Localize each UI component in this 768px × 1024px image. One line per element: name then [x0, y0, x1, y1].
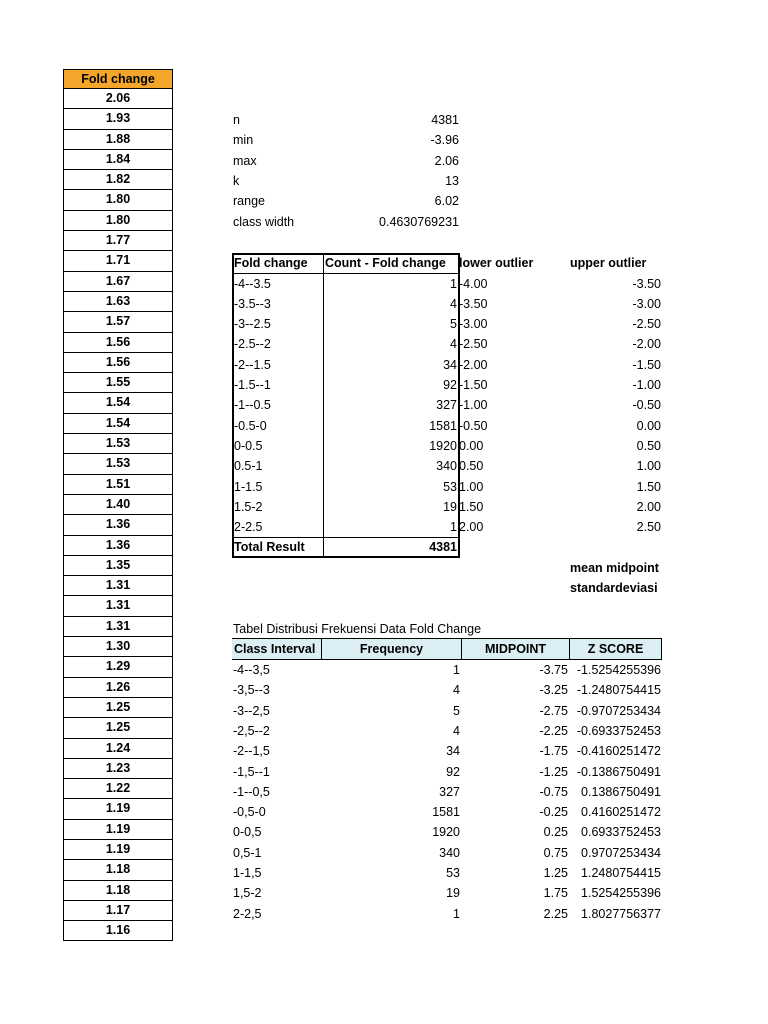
fold-change-cell[interactable]: 1.54	[63, 414, 173, 434]
frequency-cell[interactable]: 53	[446, 866, 460, 880]
pivot-range[interactable]: 1.5-2	[234, 499, 263, 514]
frequency-cell[interactable]: 340	[439, 845, 460, 860]
midpoint-cell[interactable]: -3.75	[539, 663, 568, 677]
freq-table-row	[232, 822, 662, 842]
header-midpoint[interactable]: MIDPOINT	[462, 639, 570, 659]
fold-change-cell[interactable]: 1.25	[63, 698, 173, 718]
class-interval-cell[interactable]: 1,5-2	[233, 886, 262, 901]
lower-outlier-cell[interactable]: 1.00	[459, 479, 484, 494]
fold-change-cell[interactable]: 1.80	[63, 211, 173, 231]
freq-table-title: Tabel Distribusi Frekuensi Data Fold Change	[233, 622, 482, 636]
midpoint-cell[interactable]: 2.25	[543, 906, 568, 921]
frequency-cell[interactable]: 1	[453, 906, 460, 921]
fold-change-cell[interactable]: 1.18	[63, 881, 173, 901]
freq-table-row	[232, 883, 662, 903]
stat-value[interactable]: 4381	[431, 113, 459, 127]
stat-value[interactable]: 6.02	[434, 194, 459, 209]
frequency-cell[interactable]: 1920	[432, 825, 460, 840]
fold-change-cell[interactable]: 1.31	[63, 596, 173, 616]
midpoint-cell[interactable]: -2.75	[539, 703, 568, 718]
midpoint-cell[interactable]: 1.25	[543, 866, 568, 880]
class-interval-cell[interactable]: 0,5-1	[233, 845, 262, 860]
upper-outlier-cell[interactable]: -3.00	[632, 296, 661, 311]
upper-outlier-cell[interactable]: -0.50	[632, 398, 661, 413]
fold-change-column	[63, 69, 173, 941]
freq-table-row	[232, 741, 662, 761]
pivot-row	[234, 395, 459, 415]
frequency-cell[interactable]: 4	[453, 683, 460, 698]
pivot-row	[234, 355, 459, 375]
midpoint-cell[interactable]: -2.25	[539, 723, 568, 738]
freq-table-row	[232, 782, 662, 802]
fold-change-cell[interactable]: 1.84	[63, 150, 173, 170]
fold-change-cell[interactable]: 1.56	[63, 333, 173, 353]
z-score-cell[interactable]: 0.4160251472	[581, 805, 661, 820]
lower-outlier-header[interactable]: lower outlier	[459, 256, 534, 270]
pivot-row	[234, 517, 459, 537]
pivot-range[interactable]: -0.5-0	[234, 418, 267, 433]
lower-outlier-cell[interactable]: 1.50	[459, 499, 484, 514]
freq-table-row	[232, 680, 662, 700]
fold-change-cell[interactable]: 1.56	[63, 353, 173, 373]
fold-change-cell[interactable]: 1.19	[63, 799, 173, 819]
z-score-cell[interactable]: 1.8027756377	[581, 906, 661, 921]
lower-outlier-cell[interactable]: -2.50	[459, 337, 488, 352]
pivot-range[interactable]: 0.5-1	[234, 459, 263, 474]
pivot-count[interactable]: 327	[436, 398, 457, 413]
pivot-row	[234, 274, 459, 294]
z-score-cell[interactable]: 0.9707253434	[581, 845, 661, 860]
class-interval-cell[interactable]: -3--2,5	[233, 703, 270, 718]
upper-outlier-header[interactable]: upper outlier	[570, 256, 647, 270]
stat-row	[233, 171, 459, 191]
pivot-range[interactable]: -1.5--1	[234, 378, 271, 392]
pivot-row	[234, 314, 459, 334]
pivot-row	[234, 334, 459, 354]
upper-outlier-cell[interactable]: -2.50	[632, 317, 661, 332]
upper-outlier-cell[interactable]: -3.50	[632, 276, 661, 291]
stat-label[interactable]: max	[233, 153, 257, 168]
fold-change-cell[interactable]: 1.57	[63, 312, 173, 332]
stat-value[interactable]: 13	[445, 173, 459, 188]
freq-table-row	[232, 843, 662, 863]
pivot-row	[234, 416, 459, 436]
stat-value[interactable]: -3.96	[430, 133, 459, 148]
class-interval-cell[interactable]: -3,5--3	[233, 683, 270, 698]
lower-outlier-cell[interactable]: -3.00	[459, 317, 488, 332]
standard-deviation-label[interactable]: standardeviasi	[570, 581, 658, 595]
stat-row	[233, 212, 459, 232]
freq-table-row	[232, 721, 662, 741]
pivot-count[interactable]: 1	[450, 520, 457, 535]
fold-change-cell[interactable]: 1.36	[63, 536, 173, 556]
pivot-header-fold-change[interactable]: Fold change	[234, 256, 308, 270]
upper-outlier-cell[interactable]: 1.50	[636, 479, 661, 494]
lower-outlier-cell[interactable]: -4.00	[459, 276, 488, 291]
pivot-count[interactable]: 4	[450, 296, 457, 311]
pivot-header-row	[234, 253, 459, 273]
freq-table-row	[232, 802, 662, 822]
fold-change-cell[interactable]: 1.67	[63, 272, 173, 292]
lower-outlier-cell[interactable]: -1.00	[459, 398, 488, 413]
fold-change-cell[interactable]: 1.82	[63, 170, 173, 190]
lower-outlier-cell[interactable]: -1.50	[459, 378, 488, 392]
stat-label[interactable]: min	[233, 133, 254, 148]
fold-change-cell[interactable]: 1.29	[63, 657, 173, 677]
pivot-range[interactable]: -1--0.5	[234, 398, 271, 413]
fold-change-cell[interactable]: 1.36	[63, 515, 173, 535]
pivot-count[interactable]: 53	[443, 479, 457, 494]
frequency-cell[interactable]: 34	[446, 744, 460, 759]
pivot-range[interactable]: -3--2.5	[234, 317, 271, 332]
freq-table-row	[232, 701, 662, 721]
pivot-range[interactable]: 1-1.5	[234, 479, 263, 494]
pivot-count[interactable]: 34	[443, 357, 457, 372]
stat-label[interactable]: k	[233, 173, 240, 188]
fold-change-cell[interactable]: 1.24	[63, 739, 173, 759]
frequency-cell[interactable]: 327	[439, 784, 460, 799]
fold-change-cell[interactable]: 1.19	[63, 840, 173, 860]
fold-change-cell[interactable]: 1.55	[63, 373, 173, 393]
fold-change-cell[interactable]: 1.51	[63, 475, 173, 495]
z-score-cell[interactable]: -0.4160251472	[576, 744, 661, 759]
upper-outlier-cell[interactable]: 2.00	[636, 499, 661, 514]
frequency-cell[interactable]: 92	[446, 764, 460, 779]
class-interval-cell[interactable]: -2,5--2	[233, 723, 270, 738]
stat-row	[233, 110, 459, 130]
frequency-cell[interactable]: 19	[446, 886, 460, 901]
pivot-count[interactable]: 5	[450, 317, 457, 332]
midpoint-cell[interactable]: -1.75	[539, 744, 568, 759]
pivot-total-label[interactable]: Total Result	[234, 540, 305, 554]
fold-change-cell[interactable]: 1.80	[63, 190, 173, 210]
lower-outlier-cell[interactable]: -2.00	[459, 357, 488, 372]
pivot-header-count[interactable]: Count - Fold change	[325, 256, 446, 270]
fold-change-cell[interactable]: 1.16	[63, 921, 173, 941]
pivot-total-value[interactable]: 4381	[429, 540, 457, 554]
pivot-count[interactable]: 1581	[429, 418, 457, 433]
pivot-row	[234, 456, 459, 476]
fold-change-cell[interactable]: 1.23	[63, 759, 173, 779]
pivot-range[interactable]: 2-2.5	[234, 520, 263, 535]
upper-outlier-cell[interactable]: -1.00	[632, 378, 661, 392]
midpoint-cell[interactable]: 0.75	[543, 845, 568, 860]
fold-change-cell[interactable]: 1.35	[63, 556, 173, 576]
upper-outlier-cell[interactable]: 1.00	[636, 459, 661, 474]
stat-value[interactable]: 2.06	[434, 153, 459, 168]
z-score-cell[interactable]: 1.5254255396	[581, 886, 661, 901]
midpoint-cell[interactable]: 1.75	[543, 886, 568, 901]
pivot-count[interactable]: 340	[436, 459, 457, 474]
z-score-cell[interactable]: 0.1386750491	[581, 784, 661, 799]
header-class-interval[interactable]: Class Interval	[232, 639, 322, 659]
pivot-range[interactable]: -2.5--2	[234, 337, 271, 352]
upper-outlier-cell[interactable]: 0.50	[636, 438, 661, 453]
midpoint-cell[interactable]: -3.25	[539, 683, 568, 698]
pivot-total-row	[234, 537, 459, 557]
pivot-row	[234, 294, 459, 314]
freq-table-row	[232, 660, 662, 680]
freq-table-row	[232, 863, 662, 883]
lower-outlier-cell[interactable]: -0.50	[459, 418, 488, 433]
pivot-range[interactable]: -2--1.5	[234, 357, 271, 372]
pivot-count[interactable]: 92	[443, 378, 457, 392]
fold-change-cell[interactable]: 1.54	[63, 393, 173, 413]
header-frequency[interactable]: Frequency	[322, 639, 462, 659]
stat-row	[233, 130, 459, 150]
pivot-row	[234, 497, 459, 517]
z-score-cell[interactable]: -0.1386750491	[576, 764, 661, 779]
fold-change-cell[interactable]: 1.88	[63, 130, 173, 150]
fold-change-header[interactable]: Fold change	[63, 69, 173, 89]
pivot-range[interactable]: -3.5--3	[234, 296, 271, 311]
fold-change-cell[interactable]: 1.26	[63, 678, 173, 698]
fold-change-cell[interactable]: 2.06	[63, 89, 173, 109]
freq-table-row	[232, 904, 662, 924]
frequency-cell[interactable]: 5	[453, 703, 460, 718]
fold-change-cell[interactable]: 1.25	[63, 718, 173, 738]
midpoint-cell[interactable]: -1.25	[539, 764, 568, 779]
pivot-count[interactable]: 19	[443, 499, 457, 514]
upper-outlier-cell[interactable]: -2.00	[632, 337, 661, 352]
fold-change-cell[interactable]: 1.40	[63, 495, 173, 515]
frequency-cell[interactable]: 1581	[432, 805, 460, 820]
stat-label[interactable]: range	[233, 194, 265, 209]
class-interval-cell[interactable]: 2-2,5	[233, 906, 262, 921]
stat-value[interactable]: 0.4630769231	[379, 214, 459, 229]
fold-change-cell[interactable]: 1.30	[63, 637, 173, 657]
fold-change-cell[interactable]: 1.63	[63, 292, 173, 312]
fold-change-cell[interactable]: 1.53	[63, 454, 173, 474]
fold-change-cell[interactable]: 1.17	[63, 901, 173, 921]
z-score-cell[interactable]: 0.6933752453	[581, 825, 661, 840]
fold-change-cell[interactable]: 1.93	[63, 109, 173, 129]
fold-change-cell[interactable]: 1.19	[63, 820, 173, 840]
pivot-count[interactable]: 1920	[429, 438, 457, 453]
z-score-cell[interactable]: -0.9707253434	[576, 703, 661, 718]
pivot-count[interactable]: 1	[450, 276, 457, 291]
fold-change-cell[interactable]: 1.22	[63, 779, 173, 799]
z-score-cell[interactable]: -0.6933752453	[576, 723, 661, 738]
z-score-cell[interactable]: 1.2480754415	[581, 866, 661, 880]
class-interval-cell[interactable]: -4--3,5	[233, 663, 270, 677]
mean-midpoint-label[interactable]: mean midpoint	[570, 561, 659, 575]
z-score-cell[interactable]: -1.2480754415	[576, 683, 661, 698]
stat-row	[233, 151, 459, 171]
pivot-row	[234, 436, 459, 456]
midpoint-cell[interactable]: 0.25	[543, 825, 568, 840]
upper-outlier-cell[interactable]: 2.50	[636, 520, 661, 535]
fold-change-cell[interactable]: 1.71	[63, 251, 173, 271]
midpoint-cell[interactable]: -0.75	[539, 784, 568, 799]
lower-outlier-cell[interactable]: 0.50	[459, 459, 484, 474]
stat-label[interactable]: n	[233, 113, 240, 127]
fold-change-cell[interactable]: 1.31	[63, 617, 173, 637]
z-score-cell[interactable]: -1.5254255396	[576, 663, 661, 677]
pivot-count[interactable]: 4	[450, 337, 457, 352]
freq-table-header	[232, 638, 662, 660]
frequency-cell[interactable]: 1	[453, 663, 460, 677]
class-interval-cell[interactable]: 1-1,5	[233, 866, 262, 880]
lower-outlier-cell[interactable]: -3.50	[459, 296, 488, 311]
fold-change-cell[interactable]: 1.53	[63, 434, 173, 454]
upper-outlier-cell[interactable]: 0.00	[636, 418, 661, 433]
class-interval-cell[interactable]: -2--1,5	[233, 744, 270, 759]
class-interval-cell[interactable]: -1--0,5	[233, 784, 270, 799]
freq-table-row	[232, 762, 662, 782]
pivot-row	[234, 477, 459, 497]
lower-outlier-cell[interactable]: 0.00	[459, 438, 484, 453]
class-interval-cell[interactable]: -1,5--1	[233, 764, 270, 779]
stat-row	[233, 191, 459, 211]
pivot-row	[234, 375, 459, 395]
pivot-range[interactable]: -4--3.5	[234, 276, 271, 291]
fold-change-cell[interactable]: 1.18	[63, 860, 173, 880]
midpoint-cell[interactable]: -0.25	[539, 805, 568, 820]
frequency-cell[interactable]: 4	[453, 723, 460, 738]
fold-change-cell[interactable]: 1.77	[63, 231, 173, 251]
class-interval-cell[interactable]: -0,5-0	[233, 805, 266, 820]
lower-outlier-cell[interactable]: 2.00	[459, 520, 484, 535]
class-interval-cell[interactable]: 0-0,5	[233, 825, 262, 840]
stat-label[interactable]: class width	[233, 214, 295, 229]
upper-outlier-cell[interactable]: -1.50	[632, 357, 661, 372]
header-z-score[interactable]: Z SCORE	[570, 639, 662, 659]
pivot-range[interactable]: 0-0.5	[234, 438, 263, 453]
fold-change-cell[interactable]: 1.31	[63, 576, 173, 596]
